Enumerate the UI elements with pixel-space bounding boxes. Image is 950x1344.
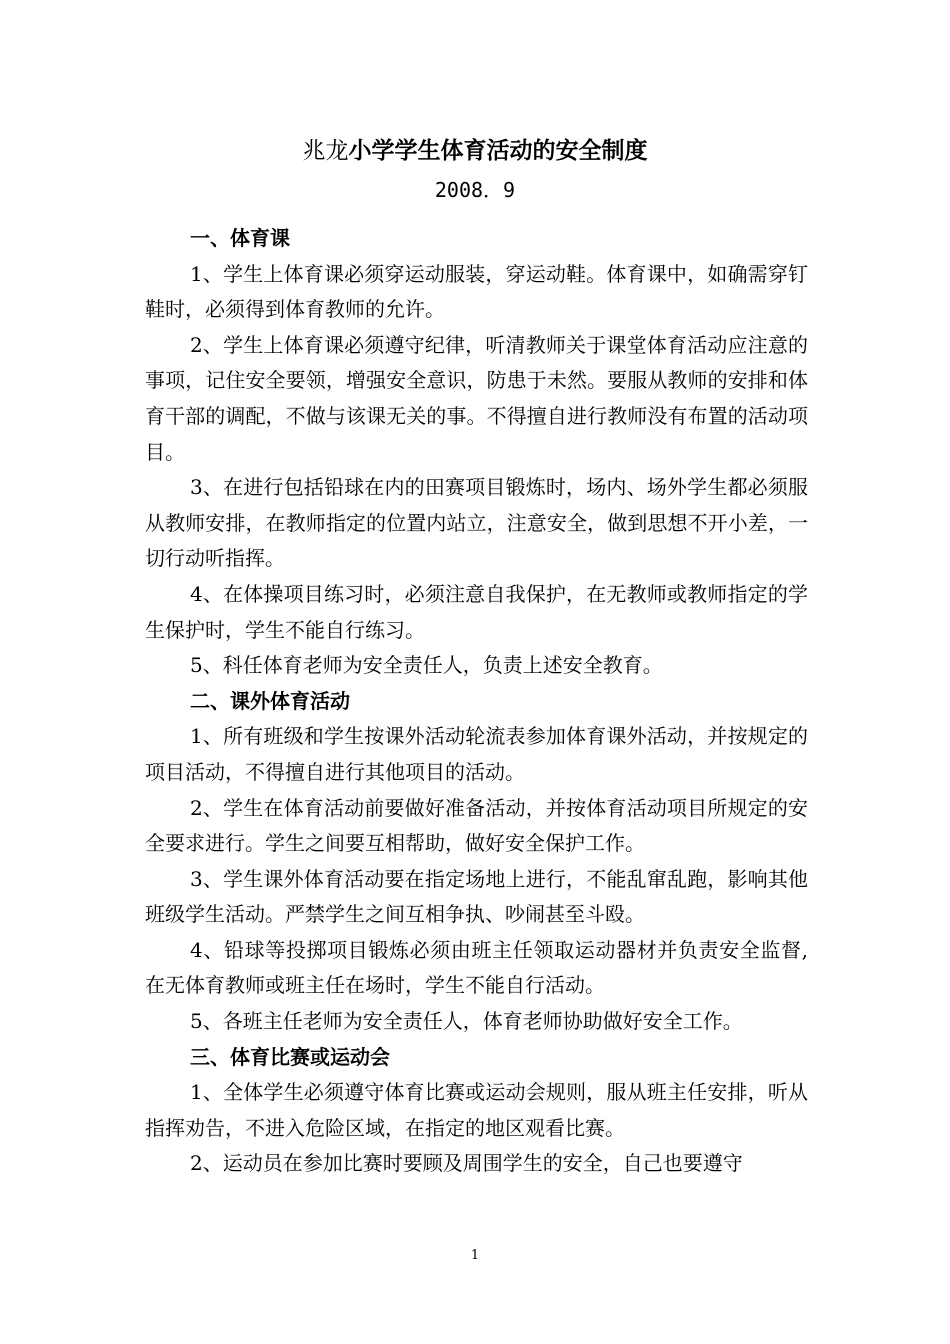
paragraph: 4、铅球等投掷项目锻炼必须由班主任领取运动器材并负责安全监督,在无体育教师或班主任在场时，学生不能自行活动。 bbox=[145, 937, 808, 998]
paragraph: 1、全体学生必须遵守体育比赛或运动会规则，服从班主任安排，听从指挥劝告，不进入危险区域，在指定的地区观看比赛。 bbox=[145, 1080, 808, 1140]
paragraph: 5、各班主任老师为安全责任人，体育老师协助做好安全工作。 bbox=[190, 1009, 743, 1034]
document-title bbox=[0, 134, 950, 168]
document-date: 2008．9 bbox=[434, 178, 516, 202]
paragraph: 5、科任体育老师为安全责任人，负责上述安全教育。 bbox=[190, 653, 663, 678]
paragraph: 3、学生课外体育活动要在指定场地上进行，不能乱窜乱跑，影响其他班级学生活动。严禁学生之间互相争执、吵闹甚至斗殴。 bbox=[145, 866, 808, 927]
paragraph: 2、学生上体育课必须遵守纪律，听清教师关于课堂体育活动应注意的事项，记住安全要领，增强安全意识，防患于未然。要服从教师的安排和体育干部的调配，不做与该课无关的事。不得擅自进行教师没有布置的活动项目。 bbox=[145, 332, 808, 464]
paragraph: 1、所有班级和学生按课外活动轮流表参加体育课外活动，并按规定的项目活动，不得擅自进行其他项目的活动。 bbox=[145, 724, 808, 784]
section-heading-extracurricular: 二、课外体育活动 bbox=[190, 688, 350, 713]
paragraph: 2、运动员在参加比赛时要顾及周围学生的安全，自己也要遵守 bbox=[190, 1151, 743, 1176]
title-school-name: 兆龙 bbox=[302, 138, 349, 164]
section-heading-pe-class: 一、体育课 bbox=[190, 226, 290, 250]
section-heading-competition: 三、体育比赛或运动会 bbox=[190, 1044, 390, 1069]
paragraph: 4、在体操项目练习时，必须注意自我保护，在无教师或教师指定的学生保护时，学生不能自行练习。 bbox=[145, 581, 808, 642]
document-body bbox=[145, 221, 808, 1182]
paragraph: 3、在进行包括铅球在内的田赛项目锻炼时，场内、场外学生都必须服从教师安排，在教师指定的位置内站立，注意安全，做到思想不开小差，一切行动听指挥。 bbox=[145, 475, 808, 571]
title-main-text: 小学学生体育活动的安全制度 bbox=[348, 138, 648, 164]
paragraph: 1、学生上体育课必须穿运动服装，穿运动鞋。体育课中，如确需穿钉鞋时，必须得到体育教师的允许。 bbox=[145, 261, 808, 322]
paragraph: 2、学生在体育活动前要做好准备活动，并按体育活动项目所规定的安全要求进行。学生之间要互相帮助，做好安全保护工作。 bbox=[145, 795, 808, 856]
page-number: 1 bbox=[470, 1248, 480, 1263]
